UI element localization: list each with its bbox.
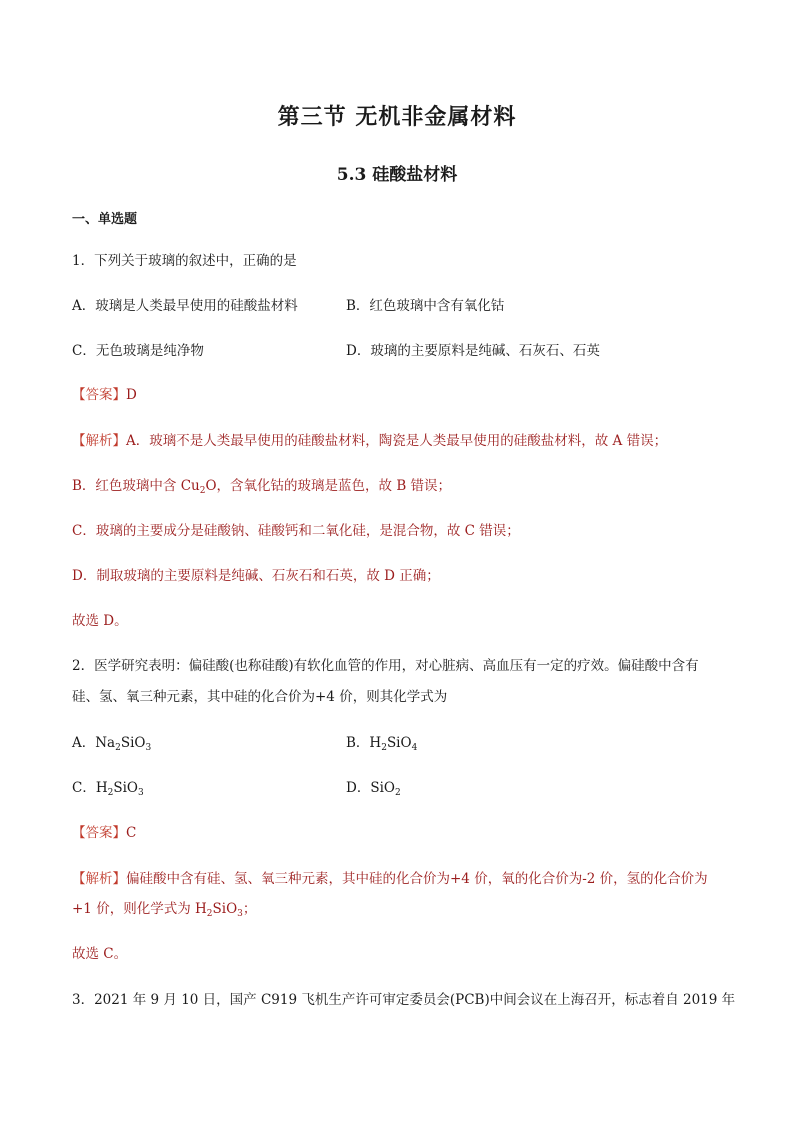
option-text: SiO	[113, 780, 138, 796]
q1-option-c: C．无色玻璃是纯净物	[72, 343, 204, 359]
analysis-text: O，含氧化钴的玻璃是蓝色，故 B 错误；	[205, 478, 452, 494]
analysis-text: A．玻璃不是人类最早使用的硅酸盐材料，陶瓷是人类最早使用的硅酸盐材料，故 A 错误；	[126, 433, 668, 449]
subscript: 3	[237, 909, 243, 919]
subscript: 2	[381, 743, 387, 753]
analysis-text: ；	[242, 901, 257, 917]
option-text: SiO	[120, 735, 146, 751]
answer-tag: 【答案】	[72, 387, 126, 403]
q2-stem-line2: 硅、氢、氧三种元素，其中硅的化合价为+4 价，则其化学式为	[72, 689, 448, 705]
subscript: 3	[137, 788, 144, 798]
subscript: 2	[107, 788, 114, 798]
page-title: 第三节 无机非金属材料	[277, 104, 517, 130]
q2-stem-line1: 2．医学研究表明：偏硅酸(也称硅酸)有软化血管的作用，对心脏病、高血压有一定的疗效。偏硅酸中含有	[72, 658, 699, 674]
q3-stem-line1: 3．2021 年 9 月 10 日，国产 C919 飞机生产许可审定委员会(PCB)中间会议在上海召开，标志着自 2019 年	[72, 992, 736, 1008]
q2-option-c	[72, 778, 144, 798]
analysis-tag: 【解析】	[72, 871, 126, 887]
q2-answer	[72, 823, 136, 843]
subscript: 2	[199, 486, 206, 496]
option-text: A．Na	[72, 735, 116, 751]
q1-answer	[72, 385, 137, 405]
analysis-text: B．红色玻璃中含 Cu	[72, 478, 200, 494]
q1-analysis-b	[72, 476, 451, 496]
analysis-tag: 【解析】	[72, 433, 126, 449]
q1-option-a: A．玻璃是人类最早使用的硅酸盐材料	[72, 298, 298, 314]
q1-stem: 1．下列关于玻璃的叙述中，正确的是	[72, 253, 297, 269]
q2-option-a	[72, 733, 151, 753]
page-subtitle: 5.3 硅酸盐材料	[336, 165, 458, 185]
option-text: D．SiO	[346, 780, 395, 796]
q2-option-b	[346, 733, 417, 753]
subscript: 4	[411, 743, 418, 753]
subscript: 2	[206, 909, 213, 919]
analysis-text: 偏硅酸中含有硅、氢、氧三种元素，其中硅的化合价为+4 价，氧的化合价为-2 价，氢的化合价为	[126, 871, 708, 887]
option-text: B．H	[346, 735, 382, 751]
answer-value: D	[126, 387, 137, 403]
q1-analysis-d: D．制取玻璃的主要原料是纯碱、石灰石和石英，故 D 正确；	[72, 568, 440, 584]
q1-analysis-a	[72, 431, 667, 451]
q2-analysis-line2	[72, 899, 256, 919]
section-heading: 一、单选题	[72, 212, 138, 227]
analysis-text: SiO	[212, 901, 238, 917]
analysis-text: +1 价，则化学式为 H	[72, 901, 207, 917]
q2-analysis-line1	[72, 869, 708, 889]
q2-conclusion: 故选 C。	[72, 946, 128, 962]
q1-option-b: B．红色玻璃中含有氧化钴	[346, 298, 505, 314]
q1-analysis-c: C．玻璃的主要成分是硅酸钠、硅酸钙和二氧化硅，是混合物，故 C 错误；	[72, 523, 520, 539]
subscript: 3	[145, 743, 152, 753]
answer-value: C	[126, 825, 137, 841]
subscript: 2	[115, 743, 121, 753]
q2-option-d	[346, 778, 401, 798]
subscript: 2	[394, 788, 401, 798]
q1-conclusion: 故选 D。	[72, 613, 128, 629]
option-text: C．H	[72, 780, 108, 796]
answer-tag: 【答案】	[72, 825, 126, 841]
q1-option-d: D．玻璃的主要原料是纯碱、石灰石、石英	[346, 343, 600, 359]
option-text: SiO	[386, 735, 412, 751]
